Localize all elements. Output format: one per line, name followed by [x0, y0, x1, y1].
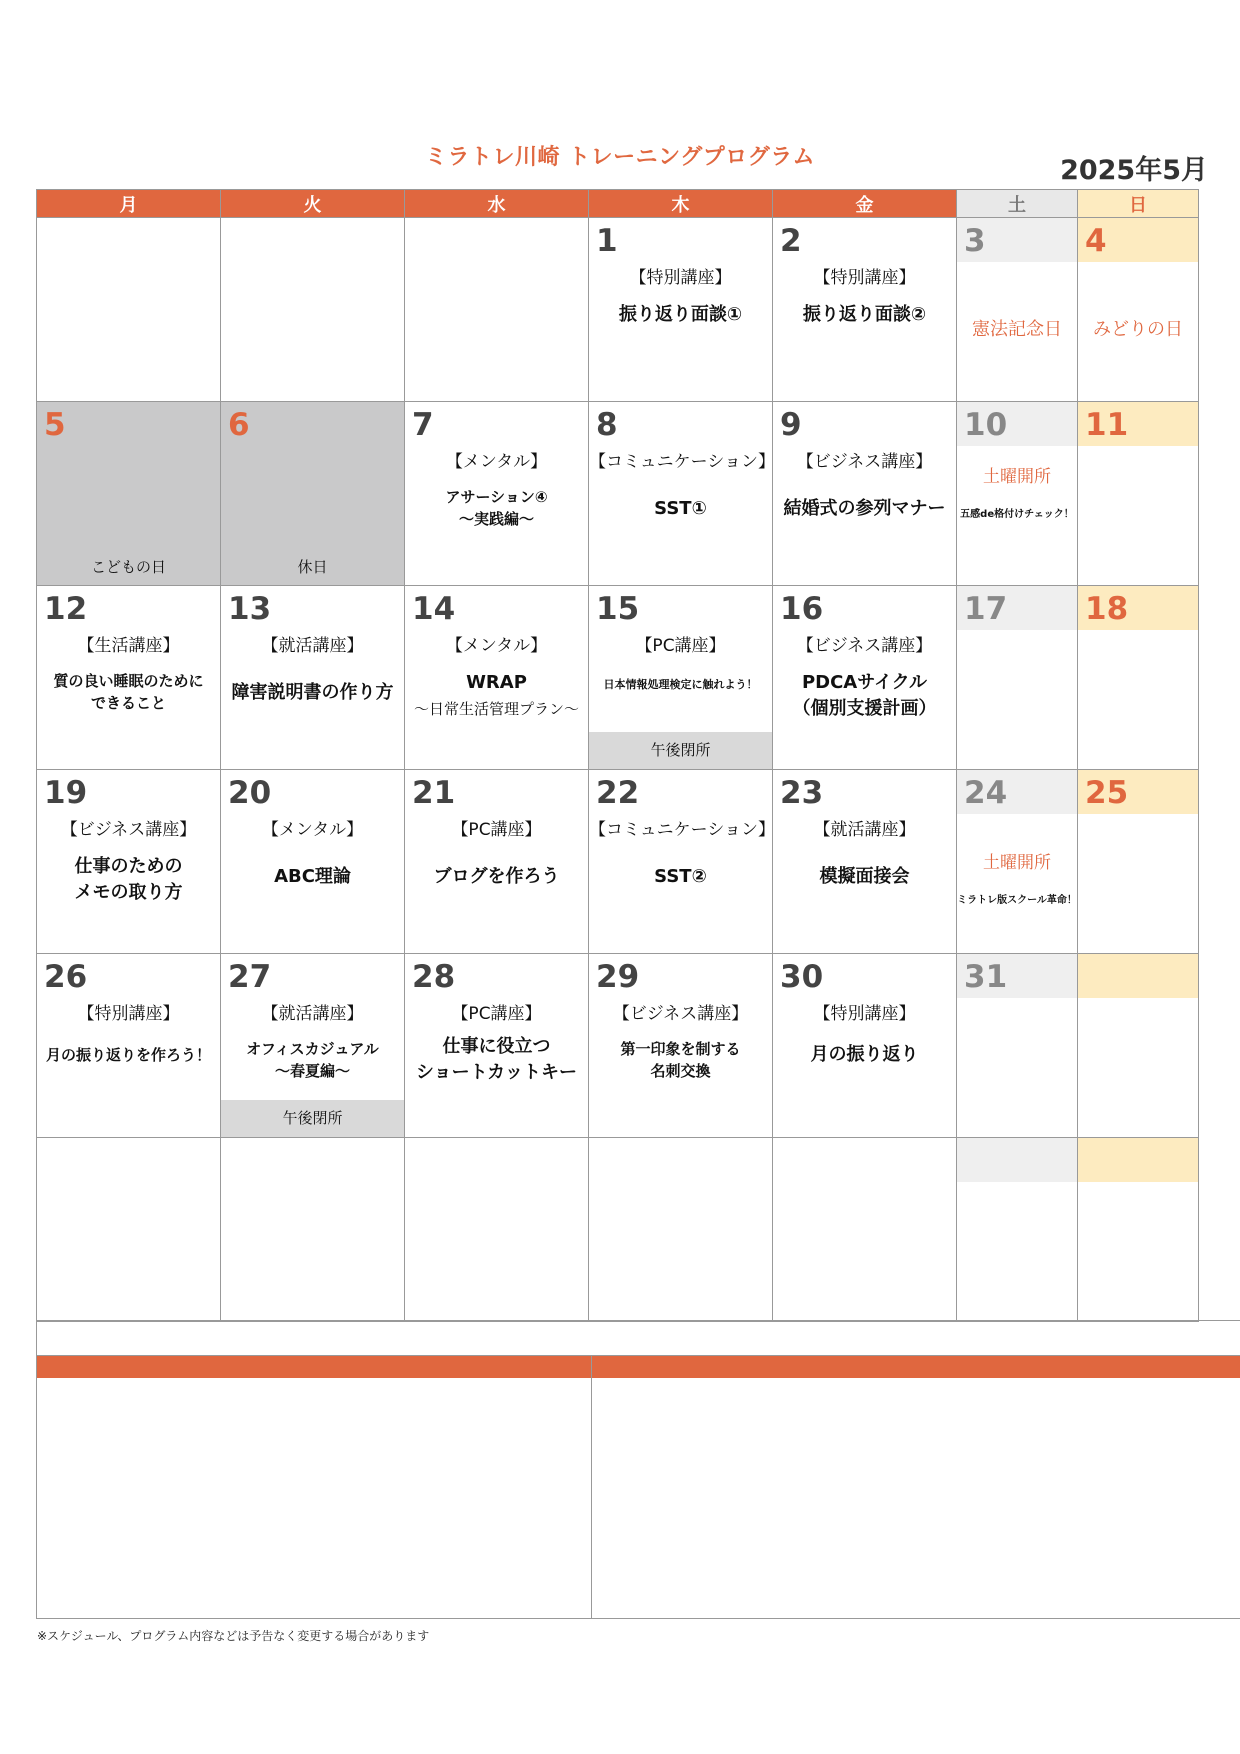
- day-number: 14: [412, 591, 456, 627]
- event-title: [221, 1038, 404, 1082]
- event-category: 【特別講座】: [77, 1004, 180, 1024]
- event-title: ブログを作ろう: [433, 866, 560, 887]
- notes-right-header: [592, 1356, 1240, 1378]
- day-number: 25: [1078, 770, 1198, 814]
- day-cell-empty: [589, 1138, 773, 1322]
- day-cell[interactable]: [589, 770, 773, 954]
- day-number: 30: [780, 959, 824, 995]
- event-category: 【生活講座】: [77, 636, 180, 656]
- day-cell-saturday[interactable]: [957, 770, 1078, 954]
- event-title: [773, 670, 956, 722]
- day-number: 8: [596, 407, 618, 443]
- day-cell[interactable]: [405, 954, 589, 1138]
- day-cell-empty: [37, 1138, 221, 1322]
- event-category: 【ビジネス講座】: [796, 452, 933, 472]
- day-cell-saturday[interactable]: [957, 402, 1078, 586]
- event-title-line: ～春夏編～: [274, 1062, 350, 1080]
- day-cell-holiday[interactable]: [37, 402, 221, 586]
- day-cell[interactable]: [589, 218, 773, 402]
- saturday-event: 五感de格付けチェック！: [960, 509, 1074, 520]
- day-cell[interactable]: [37, 770, 221, 954]
- notes-section: [36, 1355, 1240, 1619]
- notes-divider: [591, 1356, 592, 1618]
- day-number: 3: [957, 218, 1077, 262]
- day-number: 7: [412, 407, 434, 443]
- day-cell-holiday[interactable]: [221, 402, 405, 586]
- day-number: 24: [957, 770, 1077, 814]
- day-cell[interactable]: [37, 586, 221, 770]
- day-number: 18: [1078, 586, 1198, 630]
- event-title-line: オフィスカジュアル: [246, 1040, 379, 1058]
- footnote: ※スケジュール、プログラム内容などは予告なく変更する場合があります: [37, 1629, 430, 1643]
- event-title-line: ～日常生活管理プラン～: [413, 700, 579, 718]
- day-number: 22: [596, 775, 640, 811]
- day-number: 27: [228, 959, 272, 995]
- day-number: 9: [780, 407, 802, 443]
- day-number-empty: [1078, 954, 1198, 998]
- week-row: [37, 402, 1199, 586]
- saturday-open-note: 土曜開所: [983, 853, 1051, 873]
- event-title: [37, 854, 220, 906]
- event-title-line: メモの取り方: [74, 882, 183, 903]
- day-cell[interactable]: [773, 770, 957, 954]
- event-title-line: 仕事のための: [74, 856, 183, 877]
- event-title-line: 質の良い睡眠のために: [53, 672, 204, 690]
- day-cell[interactable]: [405, 770, 589, 954]
- afternoon-closed: 午後閉所: [221, 1100, 404, 1137]
- day-cell-saturday-empty: [957, 1138, 1078, 1322]
- event-category: 【ビジネス講座】: [796, 636, 933, 656]
- event-title: 模擬面接会: [819, 866, 910, 887]
- day-number: 4: [1078, 218, 1198, 262]
- event-title-line: （個別支援計画）: [792, 698, 937, 719]
- event-category: 【コミュニケーション】: [589, 820, 775, 840]
- week-row: [37, 954, 1199, 1138]
- event-title-line: ～実践編～: [458, 510, 534, 528]
- event-title: 月の振り返り: [810, 1044, 919, 1065]
- day-cell-saturday[interactable]: [957, 218, 1078, 402]
- day-cell[interactable]: [221, 770, 405, 954]
- day-number: 16: [780, 591, 824, 627]
- calendar-grid: [36, 189, 1199, 1322]
- day-number: 19: [44, 775, 88, 811]
- day-number-empty: [1078, 1138, 1198, 1182]
- event-category: 【コミュニケーション】: [589, 452, 775, 472]
- weekday-sun: 日: [1078, 190, 1199, 218]
- holiday-name: みどりの日: [1093, 319, 1183, 340]
- event-title: [405, 1034, 588, 1086]
- page-title: ミラトレ川崎 トレーニングプログラム: [424, 145, 815, 170]
- week-row: [37, 218, 1199, 402]
- day-cell[interactable]: [37, 954, 221, 1138]
- day-number: 10: [957, 402, 1077, 446]
- week-row-empty: [37, 1138, 1199, 1322]
- week-row: [37, 770, 1199, 954]
- day-number: 6: [228, 407, 250, 443]
- day-cell-sunday[interactable]: [1078, 218, 1199, 402]
- day-number: 31: [957, 954, 1077, 998]
- day-cell[interactable]: [773, 954, 957, 1138]
- event-title: 結婚式の参列マナー: [783, 498, 946, 519]
- event-title: 障害説明書の作り方: [231, 682, 394, 703]
- event-category: 【メンタル】: [445, 452, 548, 472]
- day-number: 13: [228, 591, 272, 627]
- weekday-sat: 土: [957, 190, 1078, 218]
- day-cell-sunday[interactable]: [1078, 586, 1199, 770]
- day-cell-empty: [773, 1138, 957, 1322]
- weekday-fri: 金: [773, 190, 957, 218]
- event-category: 【PC講座】: [451, 820, 542, 840]
- event-title: 振り返り面談②: [802, 304, 927, 325]
- event-title-line: 第一印象を制する: [620, 1040, 741, 1058]
- event-title-line: 名刺交換: [650, 1062, 711, 1080]
- day-cell-sunday[interactable]: [1078, 770, 1199, 954]
- saturday-event: ミラトレ版スクール革命！: [957, 895, 1077, 906]
- day-cell[interactable]: [221, 586, 405, 770]
- day-cell[interactable]: [405, 402, 589, 586]
- day-cell-empty: [405, 1138, 589, 1322]
- holiday-name: 休日: [297, 558, 328, 576]
- event-title-line: PDCAサイクル: [801, 672, 928, 693]
- day-number: 11: [1078, 402, 1198, 446]
- day-cell[interactable]: [773, 218, 957, 402]
- weekday-tue: 火: [221, 190, 405, 218]
- day-number: 28: [412, 959, 456, 995]
- event-category: 【メンタル】: [445, 636, 548, 656]
- holiday-name: 憲法記念日: [972, 319, 1062, 340]
- event-title: SST②: [654, 866, 707, 887]
- event-category: 【就活講座】: [261, 1004, 364, 1024]
- day-cell[interactable]: [589, 586, 773, 770]
- day-number: 17: [957, 586, 1077, 630]
- day-cell[interactable]: [405, 586, 589, 770]
- day-number: 1: [596, 223, 618, 259]
- day-cell-empty: [221, 218, 405, 402]
- event-title: [405, 486, 588, 530]
- day-cell-saturday[interactable]: [957, 586, 1078, 770]
- month-label: 2025年5月: [1060, 155, 1208, 186]
- day-number: 15: [596, 591, 640, 627]
- event-category: 【PC講座】: [451, 1004, 542, 1024]
- day-number: 5: [44, 407, 66, 443]
- event-category: 【ビジネス講座】: [60, 820, 197, 840]
- event-title-line: できること: [90, 694, 166, 712]
- holiday-name: こどもの日: [90, 558, 166, 576]
- day-number: 12: [44, 591, 88, 627]
- event-title-line: WRAP: [466, 672, 527, 693]
- event-category: 【特別講座】: [813, 268, 916, 288]
- notes-left-header: [37, 1356, 591, 1378]
- event-title: [589, 1038, 772, 1082]
- event-category: 【メンタル】: [261, 820, 364, 840]
- event-category: 【就活講座】: [813, 820, 916, 840]
- day-cell[interactable]: [221, 954, 405, 1138]
- weekday-mon: 月: [37, 190, 221, 218]
- event-title-line: ショートカットキー: [416, 1062, 577, 1083]
- event-title: [37, 670, 220, 714]
- spacer-row: [36, 1320, 1240, 1356]
- week-row: [37, 586, 1199, 770]
- day-cell-empty: [37, 218, 221, 402]
- event-title: SST①: [654, 498, 707, 519]
- event-title: 振り返り面談①: [618, 304, 743, 325]
- event-category: 【特別講座】: [813, 1004, 916, 1024]
- day-cell[interactable]: [589, 402, 773, 586]
- afternoon-closed: 午後閉所: [589, 732, 772, 769]
- day-cell-sunday-empty: [1078, 954, 1199, 1138]
- day-cell[interactable]: [773, 402, 957, 586]
- day-cell-saturday[interactable]: [957, 954, 1078, 1138]
- day-number: 21: [412, 775, 456, 811]
- day-cell-sunday-empty: [1078, 1138, 1199, 1322]
- event-title-line: アサーション④: [445, 488, 548, 506]
- event-category: 【特別講座】: [629, 268, 732, 288]
- event-category: 【PC講座】: [635, 636, 726, 656]
- event-title: ABC理論: [274, 866, 351, 887]
- event-title: [405, 670, 588, 722]
- day-number: 29: [596, 959, 640, 995]
- day-cell-empty: [221, 1138, 405, 1322]
- event-category: 【就活講座】: [261, 636, 364, 656]
- weekday-wed: 水: [405, 190, 589, 218]
- day-cell[interactable]: [773, 586, 957, 770]
- day-cell[interactable]: [589, 954, 773, 1138]
- event-title-line: 仕事に役立つ: [442, 1036, 551, 1057]
- event-title: 日本情報処理検定に触れよう！: [603, 678, 758, 691]
- weekday-thu: 木: [589, 190, 773, 218]
- weekday-header-row: [37, 190, 1199, 218]
- day-number: 26: [44, 959, 88, 995]
- day-cell-empty: [405, 218, 589, 402]
- saturday-open-note: 土曜開所: [983, 467, 1051, 487]
- day-number-empty: [957, 1138, 1077, 1182]
- day-cell-sunday[interactable]: [1078, 402, 1199, 586]
- day-number: 20: [228, 775, 272, 811]
- event-title: 月の振り返りを作ろう！: [45, 1046, 211, 1064]
- event-category: 【ビジネス講座】: [612, 1004, 749, 1024]
- day-number: 2: [780, 223, 802, 259]
- day-number: 23: [780, 775, 824, 811]
